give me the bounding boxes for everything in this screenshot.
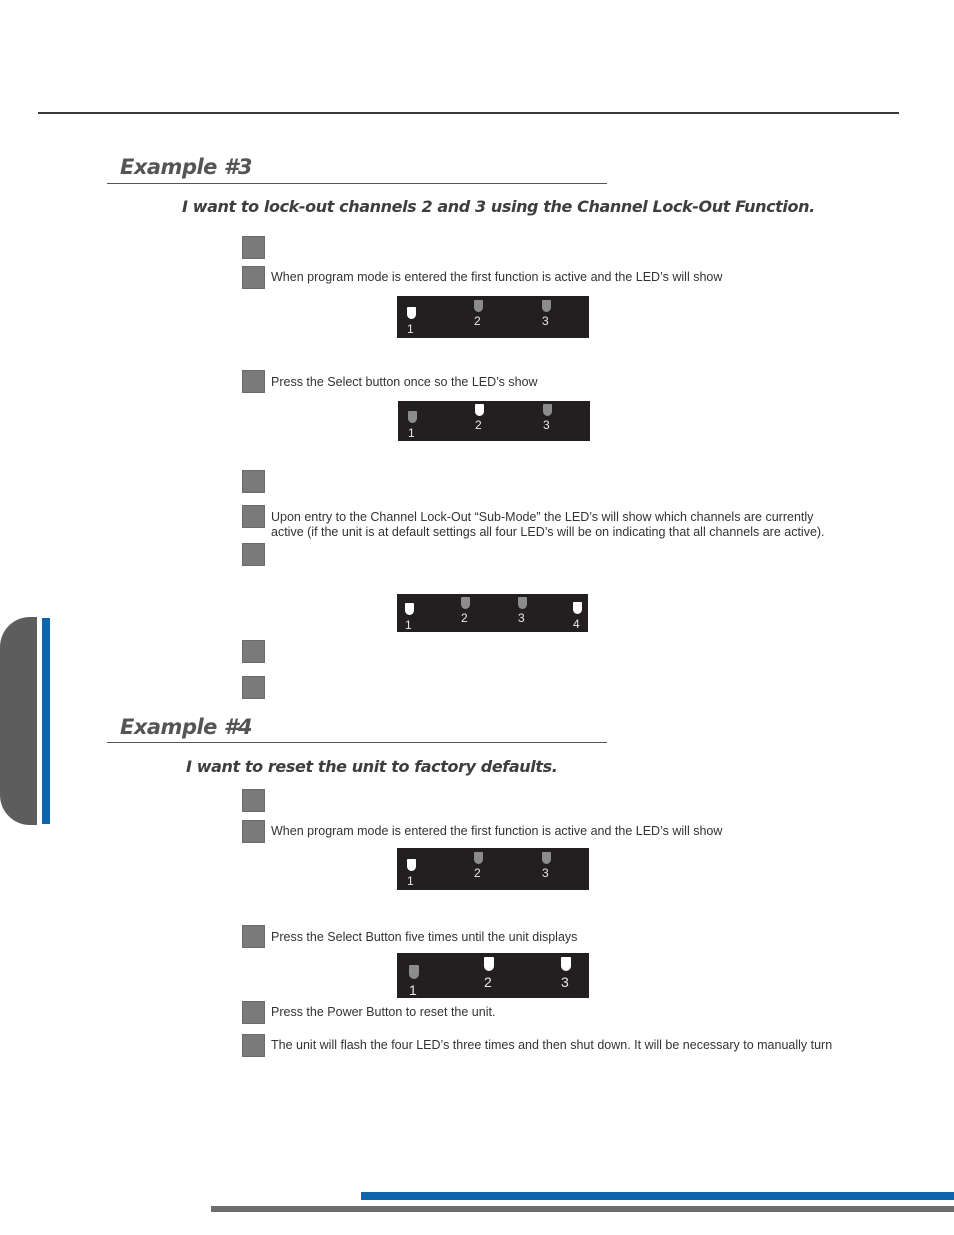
led-label: 2 <box>474 314 481 328</box>
step-text: When program mode is entered the first function is active and the LED’s will show <box>271 270 723 284</box>
step-marker <box>242 1034 265 1057</box>
led-indicator <box>561 957 571 971</box>
led-indicator <box>518 597 527 609</box>
side-tab <box>0 617 37 825</box>
step-text: Upon entry to the Channel Lock-Out “Sub-Mode” the LED’s will show which channels are currently <box>271 510 814 524</box>
led-label: 3 <box>518 611 525 625</box>
led-label: 3 <box>561 974 569 990</box>
header-rule <box>38 112 899 114</box>
led-panel <box>397 296 589 338</box>
step-marker <box>242 1001 265 1024</box>
led-indicator <box>475 404 484 416</box>
step-marker <box>242 820 265 843</box>
step-text-continuation: active (if the unit is at default settings all four LED’s will be on indicating that all channels are active). <box>271 525 825 539</box>
led-indicator <box>542 852 551 864</box>
led-indicator <box>408 411 417 423</box>
led-indicator <box>461 597 470 609</box>
led-label: 2 <box>474 866 481 880</box>
led-label: 1 <box>408 426 415 440</box>
led-label: 1 <box>407 322 414 336</box>
led-indicator <box>484 957 494 971</box>
led-label: 3 <box>542 866 549 880</box>
step-text: When program mode is entered the first function is active and the LED’s will show <box>271 824 723 838</box>
step-text: Press the Select Button five times until the unit displays <box>271 930 578 944</box>
example-4-subtitle: I want to reset the unit to factory defaults. <box>186 757 558 776</box>
led-panel <box>397 848 589 890</box>
led-label: 4 <box>573 617 580 631</box>
led-panel <box>397 594 588 632</box>
step-marker <box>242 676 265 699</box>
example-3-title: Example #3 <box>120 155 252 179</box>
led-indicator <box>542 300 551 312</box>
led-indicator <box>543 404 552 416</box>
step-text: Press the Power Button to reset the unit. <box>271 1005 496 1019</box>
example-4-rule <box>107 742 607 743</box>
step-marker <box>242 370 265 393</box>
footer-accent-bar <box>361 1192 954 1200</box>
led-label: 1 <box>407 874 414 888</box>
led-indicator <box>409 965 419 979</box>
led-indicator <box>573 602 582 614</box>
led-label: 3 <box>543 418 550 432</box>
led-indicator <box>474 300 483 312</box>
step-text: The unit will flash the four LED’s three times and then shut down. It will be necessary to manually turn <box>271 1038 833 1052</box>
step-marker <box>242 925 265 948</box>
step-marker <box>242 543 265 566</box>
step-marker <box>242 236 265 259</box>
led-indicator <box>407 859 416 871</box>
step-marker <box>242 505 265 528</box>
led-label: 1 <box>409 982 417 998</box>
led-label: 2 <box>475 418 482 432</box>
example-3-subtitle: I want to lock-out channels 2 and 3 using the Channel Lock-Out Function. <box>182 197 815 216</box>
led-indicator <box>407 307 416 319</box>
step-marker <box>242 640 265 663</box>
led-label: 3 <box>542 314 549 328</box>
step-marker <box>242 266 265 289</box>
step-text: Press the Select button once so the LED’s show <box>271 375 538 389</box>
led-label: 2 <box>484 974 492 990</box>
led-panel <box>397 953 589 998</box>
side-accent-bar <box>42 618 50 824</box>
led-label: 2 <box>461 611 468 625</box>
step-marker <box>242 470 265 493</box>
example-4-title: Example #4 <box>120 715 252 739</box>
example-3-rule <box>107 183 607 184</box>
footer-rule <box>211 1206 954 1212</box>
led-label: 1 <box>405 618 412 632</box>
led-panel <box>398 401 590 441</box>
step-marker <box>242 789 265 812</box>
led-indicator <box>474 852 483 864</box>
led-indicator <box>405 603 414 615</box>
